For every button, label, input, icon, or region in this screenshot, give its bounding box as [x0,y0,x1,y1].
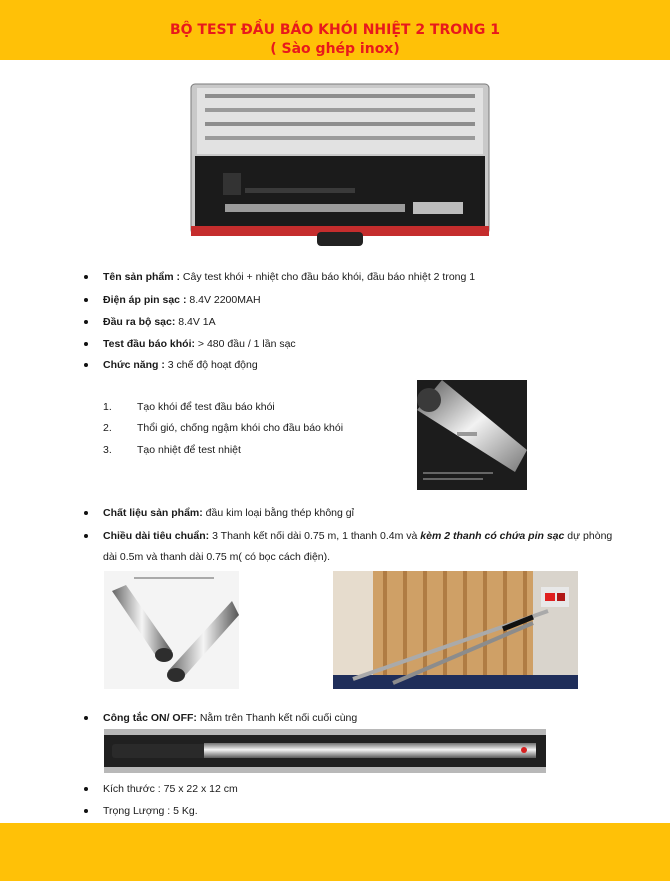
rods-photo [104,571,239,689]
spec-material [103,506,354,520]
bullet [84,787,88,791]
spec-label: Tên sản phẩm : [103,271,181,283]
page-subtitle: ( Sào ghép inox) [270,41,400,57]
spec-function [103,358,258,372]
bullet [84,275,88,279]
spec-emphasis: kèm 2 thanh có chứa pin sạc [420,530,565,542]
spec-size: Kích thước : 75 x 22 x 12 cm [103,783,238,795]
spec-label: Chiều dài tiêu chuẩn: [103,530,210,542]
spec-value: 3 Thanh kết nối dài 0.75 m, 1 thanh 0.4m và [209,530,421,542]
spec-label: Chức năng : [103,359,165,371]
spec-value: Nằm trên Thanh kết nối cuối cùng [196,712,358,724]
bullet [84,298,88,302]
switch-rod-photo [104,729,546,773]
spec-label: Công tắc ON/ OFF: [103,712,197,724]
spec-switch [103,711,357,725]
spec-value: dự phòng [564,530,613,542]
spec-smoke-test [103,337,296,351]
spec-value: 8.4V 1A [175,316,216,328]
mode-text: Tạo nhiệt để test nhiệt [137,444,241,456]
spec-battery-voltage [103,293,261,307]
case-photo [185,78,495,250]
spec-label: Test đầu báo khói: [103,338,195,350]
spec-label: Điện áp pin sạc : [103,294,187,306]
spec-value: đầu kim loại bằng thép không gỉ [202,507,354,519]
spec-label: Đầu ra bộ sạc: [103,316,176,328]
bullet [84,716,88,720]
spec-value: 8.4V 2200MAH [186,294,261,306]
spec-length-line2: dài 0.5m và thanh dài 0.75 m( có bọc cách điện). [103,551,331,563]
page-title: BỘ TEST ĐẦU BÁO KHÓI NHIỆT 2 TRONG 1 [169,22,500,38]
tip-photo [417,380,527,490]
bullet [84,342,88,346]
wall-photo [333,571,578,689]
bullet [84,363,88,367]
mode-number: 2. [103,422,112,434]
spec-value: 3 chế độ hoạt động [164,359,258,371]
spec-label: Chất liệu sản phẩm: [103,507,203,519]
mode-number: 1. [103,401,112,413]
spec-product-name [103,270,475,284]
bullet [84,511,88,515]
mode-text: Thổi gió, chống ngậm khói cho đầu báo khói [137,422,344,434]
footer-banner [0,823,670,881]
spec-length [103,529,612,543]
spec-charger-output [103,315,216,329]
mode-text: Tạo khói để test đầu báo khói [137,401,275,413]
spec-value: > 480 đầu / 1 lần sạc [194,338,296,350]
bullet [84,809,88,813]
spec-value: Cây test khói + nhiệt cho đầu báo khói, đầu báo nhiệt 2 trong 1 [180,271,476,283]
mode-number: 3. [103,444,112,456]
spec-weight: Trọng Lượng : 5 Kg. [103,805,198,817]
bullet [84,320,88,324]
bullet [84,534,88,538]
